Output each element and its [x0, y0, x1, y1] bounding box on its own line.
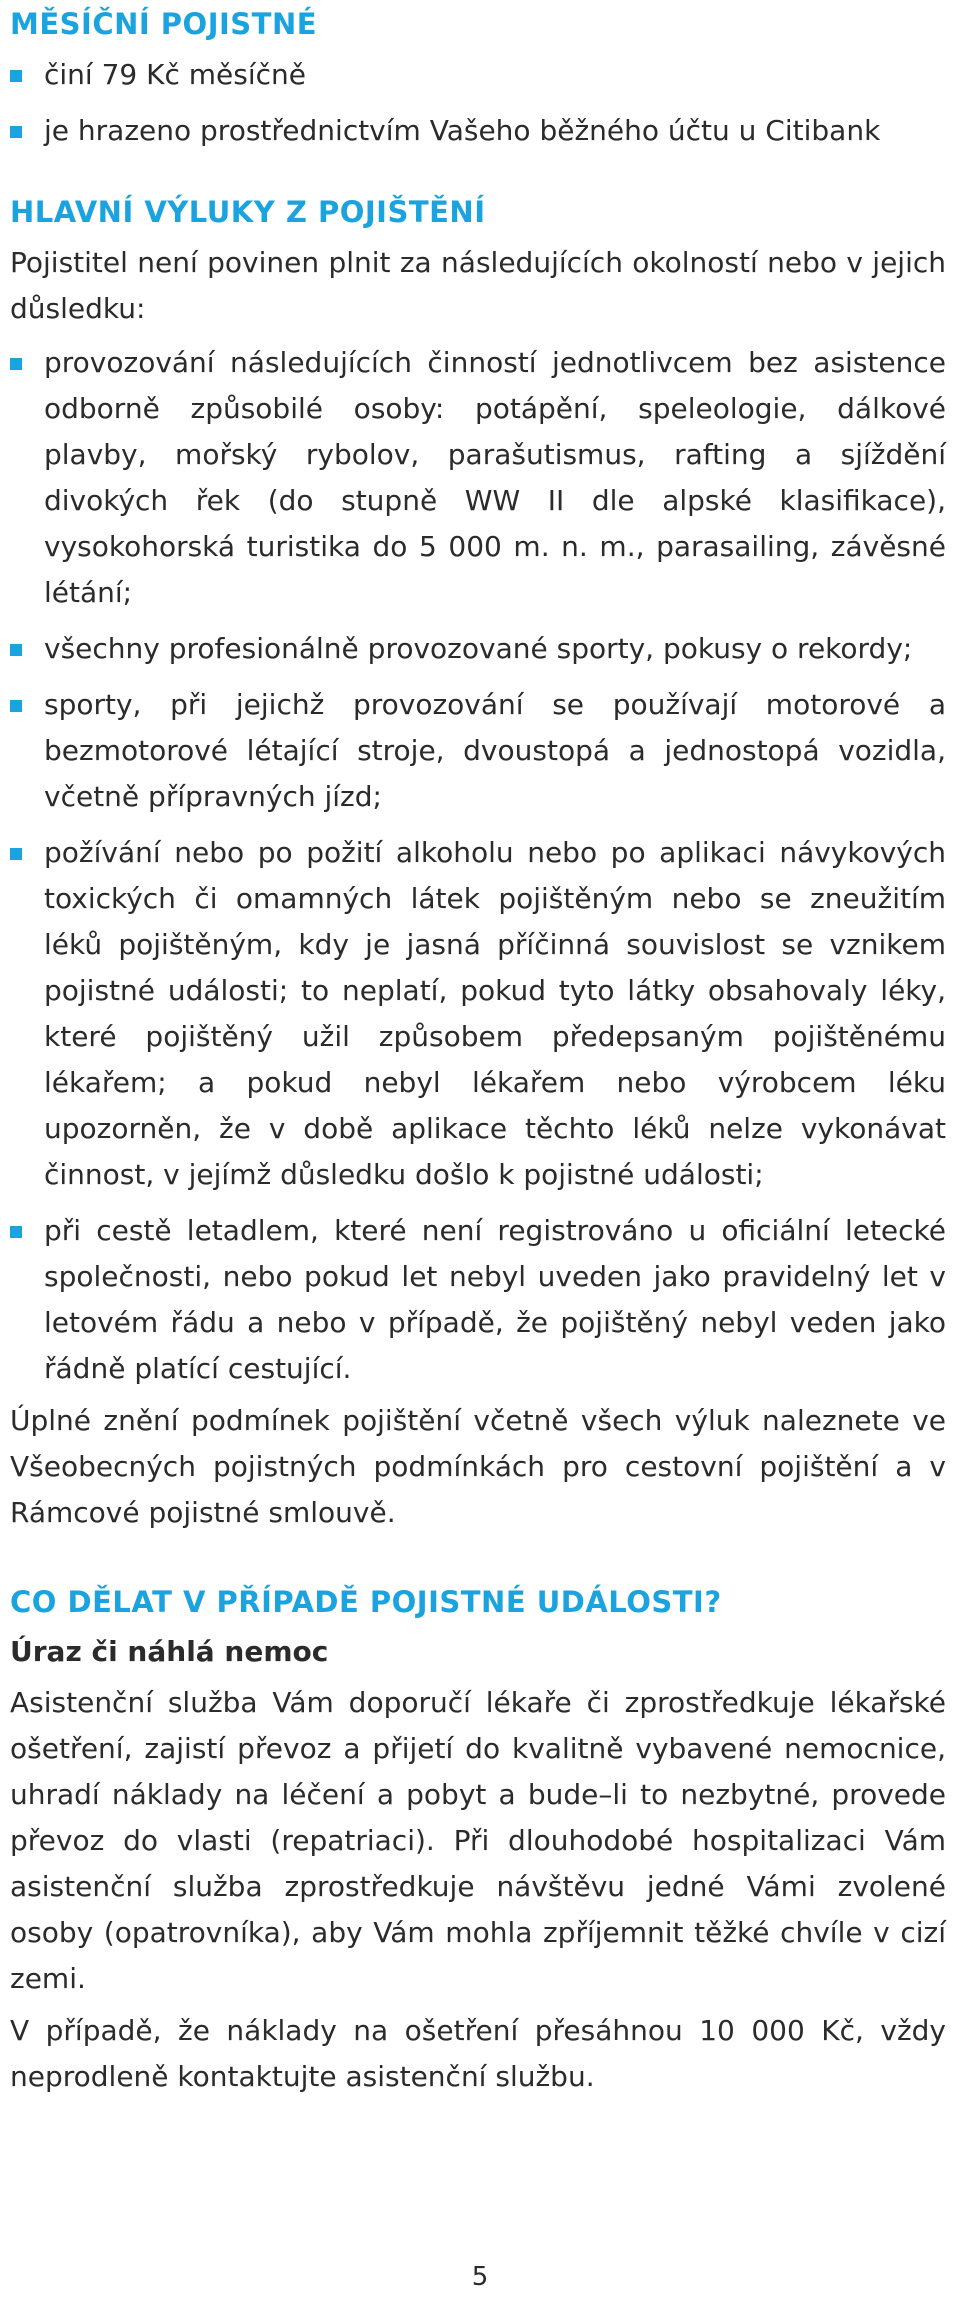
bullet-square-icon	[10, 1226, 22, 1238]
bullet-square-icon	[10, 70, 22, 82]
premium-heading: MĚSÍČNÍ POJISTNÉ	[10, 7, 318, 41]
exclusions-heading: HLAVNÍ VÝLUKY Z POJIŠTĚNÍ	[10, 195, 486, 229]
list-item: sporty, při jejichž provozování se používají motorové a bezmotorové létající stroje, dvoustopá a jednostopá vozidla, včetně přípravných jízd;	[10, 682, 946, 820]
claim-paragraph-1: Asistenční služba Vám doporučí lékaře či zprostředkuje lékařské ošetření, zajistí převoz a přijetí do kvalitně vybavené nemocnice, uhradí náklady na léčení a pobyt a bude–li to nezbytné, provede převoz do vlasti (repatriaci). Při dlouhodobé hospitalizaci Vám asistenční služba zprostředkuje návštěvu jedné Vámi zvolené osoby (opatrovníka), aby Vám mohla zpříjemnit těžké chvíle v cizí zemi.	[10, 1686, 946, 1995]
bullet-square-icon	[10, 644, 22, 656]
list-item: provozování následujících činností jednotlivcem bez asistence odborně způsobilé osoby: potápění, speleologie, dálkové plavby, mořský rybolov, parašutismus, rafting a sjíždění divokých řek (do stupně WW II dle alpské klasifikace), vysokohorská turistika do 5 000 m. n. m., parasailing, závěsné létání;	[10, 340, 946, 616]
page-number: 5	[471, 2262, 489, 2292]
exclusions-section	[10, 190, 946, 1536]
bullet-square-icon	[10, 126, 22, 138]
claim-paragraph-2: V případě, že náklady na ošetření přesáhnou 10 000 Kč, vždy neprodleně kontaktujte asistenční službu.	[10, 2014, 946, 2093]
bullet-square-icon	[10, 358, 22, 370]
claim-subheading: Úraz či náhlá nemoc	[10, 1635, 329, 1668]
exclusions-outro: Úplné znění podmínek pojištění včetně všech výluk naleznete ve Všeobecných pojistných podmínkách pro cestovní pojištění a v Rámcové pojistné smlouvě.	[10, 1404, 946, 1529]
exclusions-intro: Pojistitel není povinen plnit za následujících okolností nebo v jejich důsledku:	[10, 246, 946, 325]
list-item: je hrazeno prostřednictvím Vašeho běžného účtu u Citibank	[10, 108, 946, 154]
list-item: činí 79 Kč měsíčně	[10, 52, 946, 98]
bullet-square-icon	[10, 848, 22, 860]
claim-heading: CO DĚLAT V PŘÍPADĚ POJISTNÉ UDÁLOSTI?	[10, 1585, 722, 1619]
bullet-square-icon	[10, 700, 22, 712]
list-item: všechny profesionálně provozované sporty, pokusy o rekordy;	[10, 626, 946, 672]
premium-section	[10, 0, 946, 154]
exclusions-list	[10, 340, 946, 1392]
list-item: při cestě letadlem, které není registrováno u oficiální letecké společnosti, nebo pokud let nebyl uveden jako pravidelný let v letovém řádu a nebo v případě, že pojištěný nebyl veden jako řádně platící cestující.	[10, 1208, 946, 1392]
list-item: požívání nebo po požití alkoholu nebo po aplikaci návykových toxických či omamných látek pojištěným nebo se zneužitím léků pojištěným, kdy je jasná příčinná souvislost se vznikem pojistné události; to neplatí, pokud tyto látky obsahovaly léky, které pojištěný užil způsobem předepsaným pojištěnému lékařem; a pokud nebyl lékařem nebo výrobcem léku upozorněn, že v době aplikace těchto léků nelze vykonávat činnost, v jejímž důsledku došlo k pojistné události;	[10, 830, 946, 1198]
premium-list	[10, 52, 946, 154]
claim-section	[10, 1580, 946, 2100]
